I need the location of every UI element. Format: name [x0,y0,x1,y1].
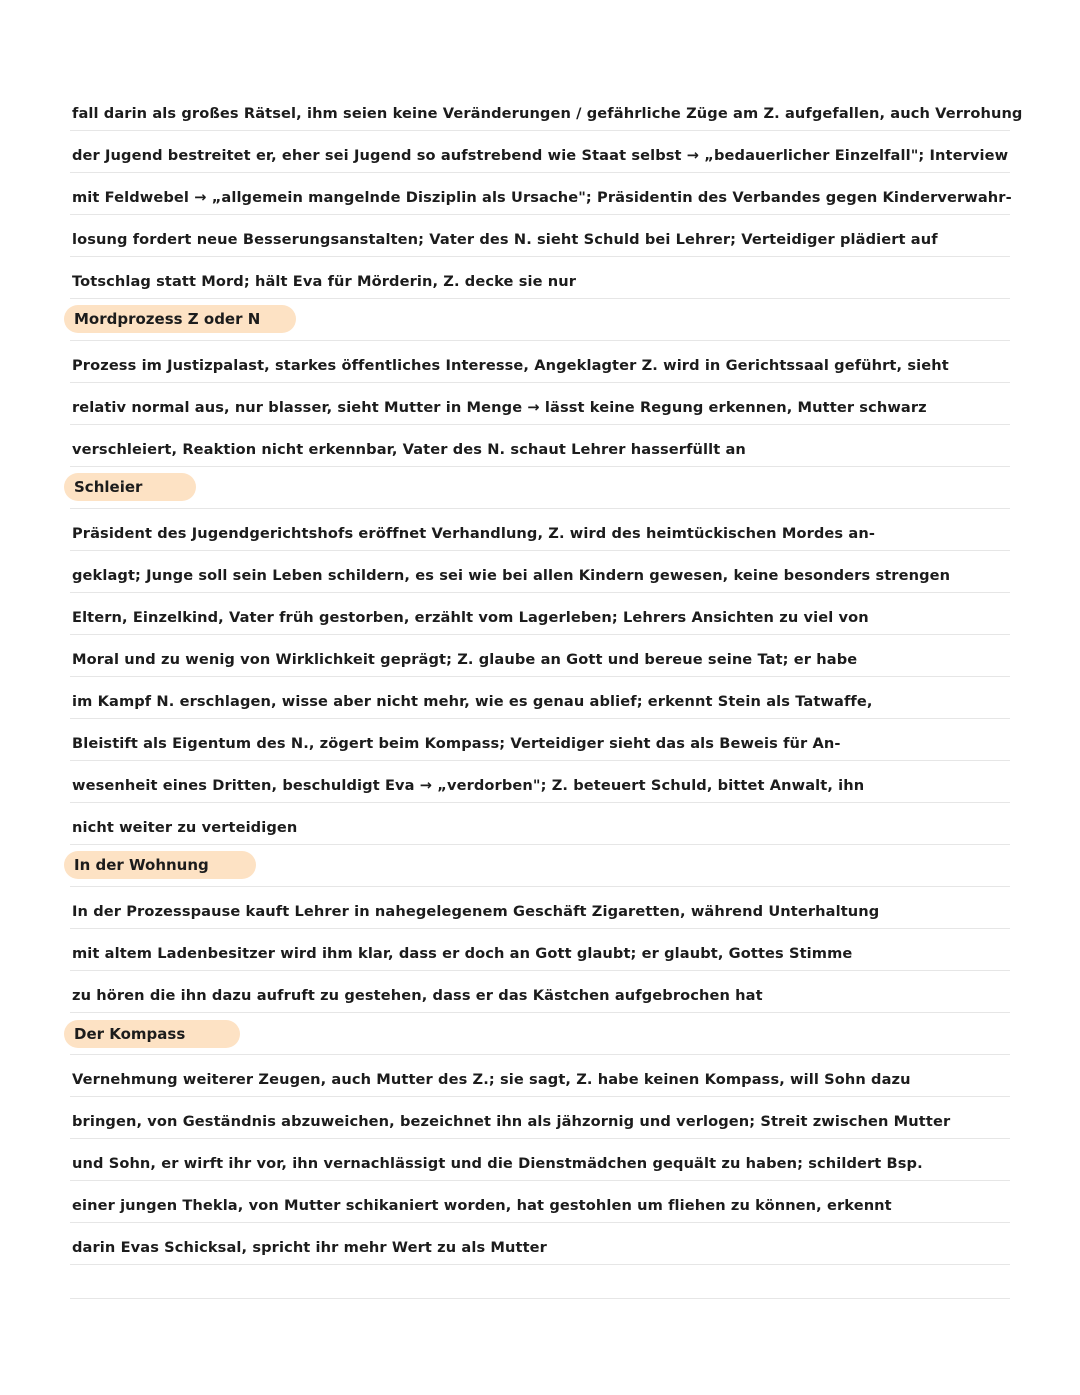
ruled-line [70,1180,1010,1181]
ruled-line [70,844,1010,845]
ruled-line [70,1012,1010,1013]
text-line: Totschlag statt Mord; hält Eva für Mörderin, Z. decke sie nur [72,273,577,290]
text-line: relativ normal aus, nur blasser, sieht Mutter in Menge → lässt keine Regung erkennen, Mutter schwarz [72,399,927,416]
section-heading: In der Wohnung [64,851,256,879]
text-line: darin Evas Schicksal, spricht ihr mehr Wert zu als Mutter [72,1239,547,1256]
ruled-line [70,508,1010,509]
ruled-line [70,1054,1010,1055]
section-heading: Der Kompass [64,1020,240,1048]
ruled-line [70,172,1010,173]
ruled-line [70,676,1010,677]
ruled-line [70,130,1010,131]
ruled-line [70,718,1010,719]
text-line: fall darin als großes Rätsel, ihm seien keine Veränderungen / gefährliche Züge am Z. aufgefallen, auch Verrohung [72,105,1023,122]
ruled-line [70,424,1010,425]
text-line: In der Prozesspause kauft Lehrer in nahegelegenem Geschäft Zigaretten, während Unterhaltung [72,903,880,920]
ruled-line [70,466,1010,467]
ruled-line [70,1096,1010,1097]
ruled-line [70,1138,1010,1139]
text-line: verschleiert, Reaktion nicht erkennbar, Vater des N. schaut Lehrer hasserfüllt an [72,441,746,458]
text-line: Vernehmung weiterer Zeugen, auch Mutter des Z.; sie sagt, Z. habe keinen Kompass, will Sohn dazu [72,1071,911,1088]
text-line: und Sohn, er wirft ihr vor, ihn vernachlässigt und die Dienstmädchen gequält zu haben; schildert Bsp. [72,1155,923,1172]
ruled-line [70,634,1010,635]
text-line: Präsident des Jugendgerichtshofs eröffnet Verhandlung, Z. wird des heimtückischen Mordes an- [72,525,875,542]
text-line: wesenheit eines Dritten, beschuldigt Eva → „verdorben"; Z. beteuert Schuld, bittet Anwalt, ihn [72,777,865,794]
ruled-line [70,802,1010,803]
text-line: Eltern, Einzelkind, Vater früh gestorben, erzählt vom Lagerleben; Lehrers Ansichten zu viel von [72,609,869,626]
ruled-line [70,550,1010,551]
section-heading: Schleier [64,473,196,501]
ruled-line [70,970,1010,971]
text-line: mit altem Ladenbesitzer wird ihm klar, dass er doch an Gott glaubt; er glaubt, Gottes Stimme [72,945,853,962]
ruled-line [70,256,1010,257]
ruled-line [70,760,1010,761]
text-line: der Jugend bestreitet er, eher sei Jugend so aufstrebend wie Staat selbst → „bedauerlicher Einzelfall"; Interview [72,147,1009,164]
text-line: einer jungen Thekla, von Mutter schikaniert worden, hat gestohlen um fliehen zu können, erkennt [72,1197,892,1214]
text-line: mit Feldwebel → „allgemein mangelnde Disziplin als Ursache"; Präsidentin des Verbandes gegen Kinderverwahr- [72,189,1012,206]
ruled-line [70,1298,1010,1299]
text-line: bringen, von Geständnis abzuweichen, bezeichnet ihn als jähzornig und verlogen; Streit zwischen Mutter [72,1113,951,1130]
text-line: losung fordert neue Besserungsanstalten; Vater des N. sieht Schuld bei Lehrer; Verteidiger plädiert auf [72,231,938,248]
text-line: geklagt; Junge soll sein Leben schildern, es sei wie bei allen Kindern gewesen, keine besonders strengen [72,567,951,584]
ruled-line [70,592,1010,593]
text-line: zu hören die ihn dazu aufruft zu gestehen, dass er das Kästchen aufgebrochen hat [72,987,763,1004]
text-line: Moral und zu wenig von Wirklichkeit geprägt; Z. glaube an Gott und bereue seine Tat; er habe [72,651,858,668]
ruled-line [70,214,1010,215]
ruled-line [70,298,1010,299]
ruled-line [70,928,1010,929]
ruled-line [70,382,1010,383]
text-line: nicht weiter zu verteidigen [72,819,298,836]
text-line: Bleistift als Eigentum des N., zögert beim Kompass; Verteidiger sieht das als Beweis für An- [72,735,841,752]
ruled-line [70,1222,1010,1223]
ruled-line [70,340,1010,341]
ruled-line [70,886,1010,887]
text-line: im Kampf N. erschlagen, wisse aber nicht mehr, wie es genau ablief; erkennt Stein als Tatwaffe, [72,693,873,710]
ruled-line [70,1264,1010,1265]
text-line: Prozess im Justizpalast, starkes öffentliches Interesse, Angeklagter Z. wird in Gerichtssaal geführt, sieht [72,357,949,374]
section-heading: Mordprozess Z oder N [64,305,296,333]
